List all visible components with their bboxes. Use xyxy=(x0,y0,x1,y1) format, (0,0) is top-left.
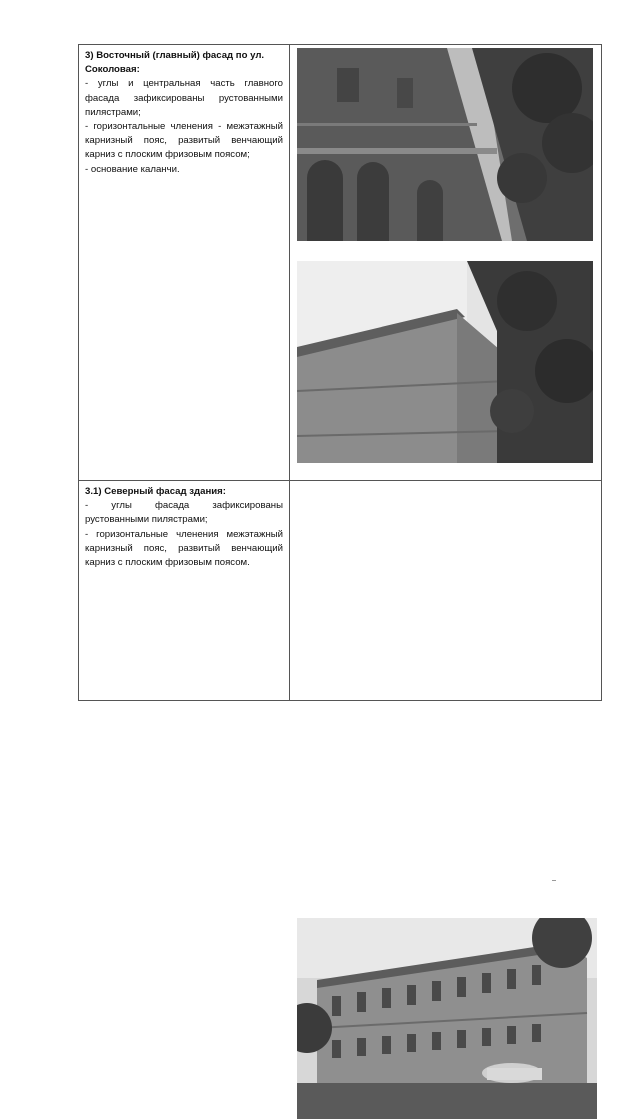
column-divider xyxy=(289,45,290,480)
north-facade-item-1: - углы фасада зафиксированы рустованными пилястрами; xyxy=(85,500,283,526)
north-facade-photo xyxy=(297,918,597,1119)
east-facade-description xyxy=(85,49,283,177)
document-table xyxy=(78,44,602,701)
east-facade-photo-2 xyxy=(297,261,593,463)
east-facade-item-3: - основание каланчи. xyxy=(85,163,180,175)
east-facade-heading: 3) Восточный (главный) фасад по ул. Соколовая: xyxy=(85,50,265,76)
east-facade-item-2: - горизонтальные членения - межэтажный карнизный пояс, развитый венчающий карниз с плоским фризовым поясом; xyxy=(85,121,283,161)
east-facade-item-1: - углы и центральная часть главного фасада зафиксированы рустованными пилястрами; xyxy=(85,78,283,118)
east-facade-photo-1 xyxy=(297,48,593,241)
column-divider xyxy=(289,481,290,700)
north-facade-heading: 3.1) Северный фасад здания: xyxy=(85,486,226,497)
table-row xyxy=(79,45,601,481)
scan-speck xyxy=(552,880,556,881)
north-facade-description xyxy=(85,485,283,570)
north-facade-item-2: - горизонтальные членения межэтажный карнизный пояс, развитый венчающий карниз с плоским фризовым поясом. xyxy=(85,528,283,569)
table-row xyxy=(79,481,601,700)
